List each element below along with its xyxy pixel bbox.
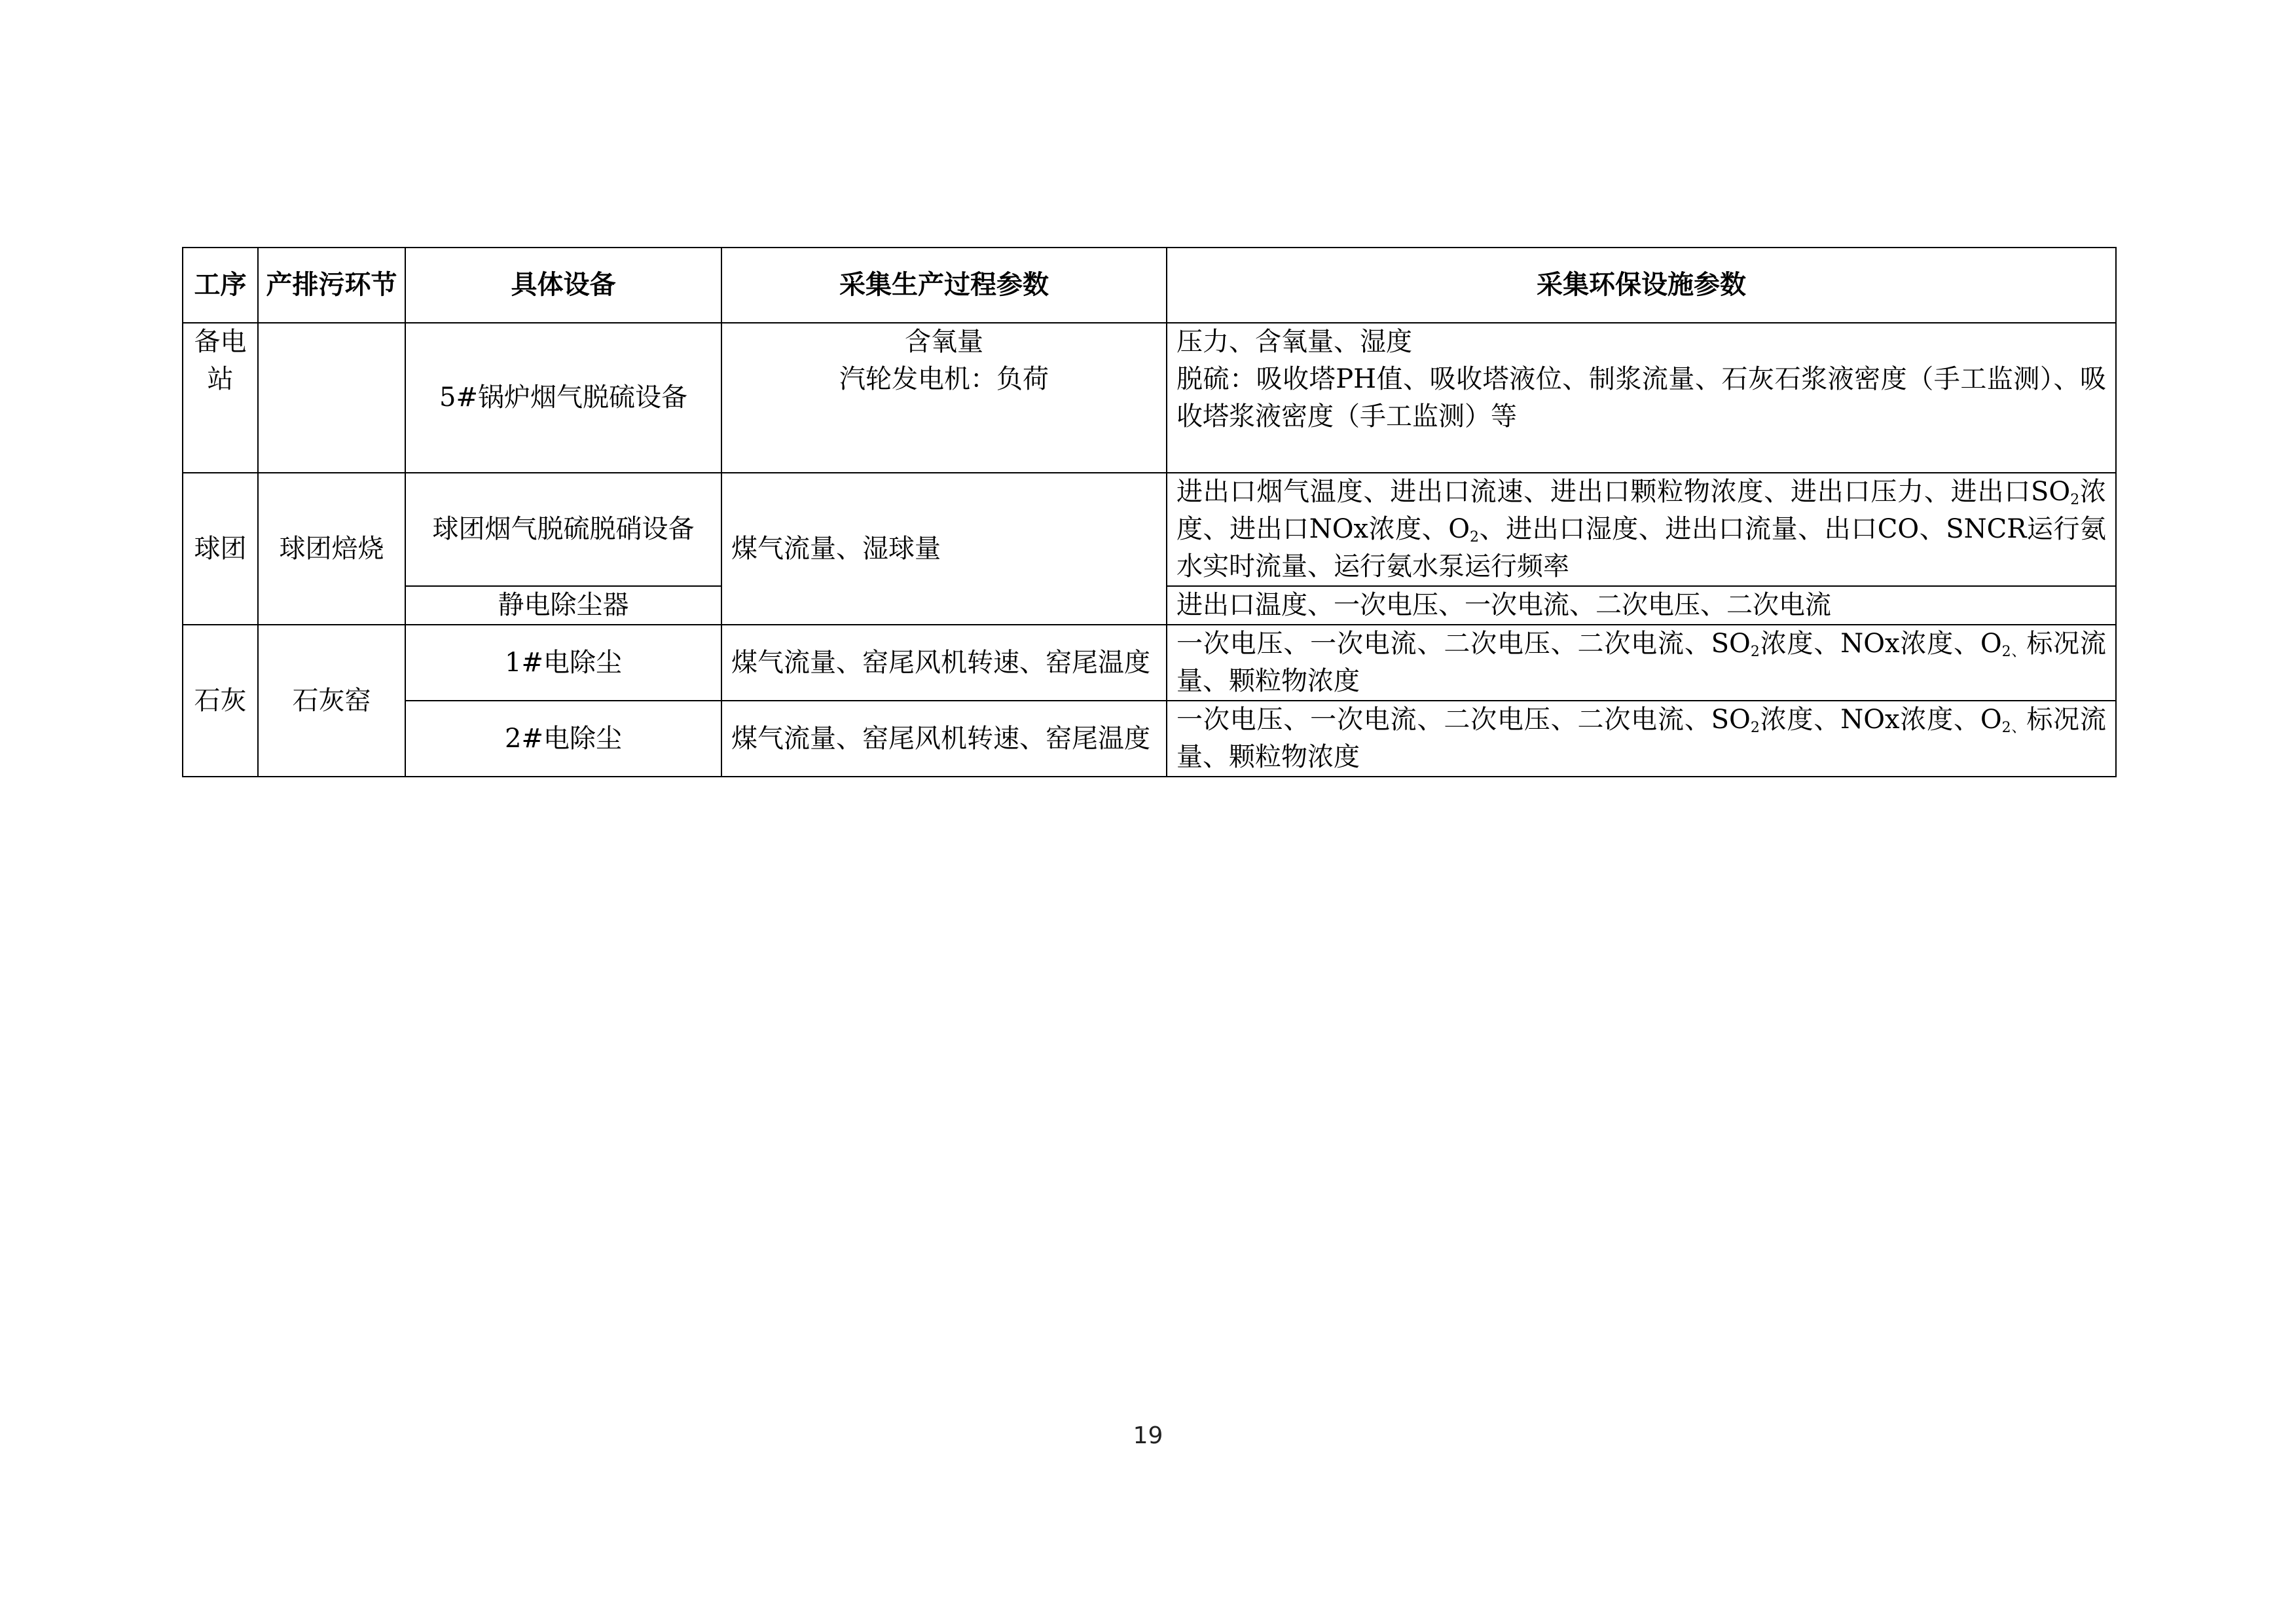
env-text: 一次电压、一次电流、二次电压、二次电流、SO <box>1176 629 1751 659</box>
cell-equipment: 5#锅炉烟气脱硫设备 <box>405 323 721 473</box>
table-row <box>183 473 2116 586</box>
env-text: 浓度、进出口NOx浓度、O <box>1176 477 2107 544</box>
env-line: 脱硫：吸收塔PH值、吸收塔液位、制浆流量、石灰石浆液密度（手工监测）、吸收塔浆液密度（手工监测）等 <box>1176 364 2106 432</box>
env-text: 标况流量、颗粒物浓度 <box>1176 629 2107 696</box>
cell-pollution-link <box>258 323 405 473</box>
table-row <box>183 701 2116 777</box>
table-row <box>183 323 2116 473</box>
cell-pollution-link: 球团焙烧 <box>258 473 405 625</box>
header-pollution-link: 产排污环节 <box>258 248 405 323</box>
subscript: 2 <box>2070 492 2080 508</box>
subscript: 2 <box>1750 644 1760 660</box>
page-number: 19 <box>1133 1422 1163 1449</box>
env-text: 浓度、NOx浓度、O <box>1759 705 2002 735</box>
cell-pollution-link: 石灰窑 <box>258 625 405 777</box>
header-equipment: 具体设备 <box>405 248 721 323</box>
cell-production-params: 煤气流量、湿球量 <box>721 473 1167 625</box>
header-process: 工序 <box>183 248 258 323</box>
header-env-params: 采集环保设施参数 <box>1167 248 2116 323</box>
cell-env-params <box>1167 625 2116 701</box>
env-text: 一次电压、一次电流、二次电压、二次电流、SO <box>1176 705 1751 735</box>
table-row <box>183 625 2116 701</box>
subscript: 2 <box>1750 720 1760 736</box>
cell-production-params: 煤气流量、窑尾风机转速、窑尾温度 <box>721 701 1167 777</box>
parameter-table <box>182 247 2117 777</box>
production-line: 含氧量 <box>905 327 983 357</box>
env-text: 浓度、NOx浓度、O <box>1759 629 2002 659</box>
cell-equipment: 1#电除尘 <box>405 625 721 701</box>
env-text: 标况流量、颗粒物浓度 <box>1176 705 2107 772</box>
env-text: 进出口烟气温度、进出口流速、进出口颗粒物浓度、进出口压力、进出口SO <box>1176 477 2071 507</box>
env-text: 、进出口湿度、进出口流量、出口CO、SNCR运行氨水实时流量、运行氨水泵运行频率 <box>1176 514 2106 581</box>
cell-process: 备电站 <box>183 323 258 473</box>
header-production-params: 采集生产过程参数 <box>721 248 1167 323</box>
subscript: 2、 <box>2001 644 2027 660</box>
production-line: 汽轮发电机：负荷 <box>839 364 1049 394</box>
cell-env-params <box>1167 323 2116 473</box>
cell-env-params <box>1167 701 2116 777</box>
cell-production-params <box>721 323 1167 473</box>
cell-process: 石灰 <box>183 625 258 777</box>
cell-env-params <box>1167 473 2116 586</box>
cell-equipment: 2#电除尘 <box>405 701 721 777</box>
cell-equipment: 静电除尘器 <box>405 586 721 625</box>
cell-equipment: 球团烟气脱硫脱硝设备 <box>405 473 721 586</box>
cell-process: 球团 <box>183 473 258 625</box>
subscript: 2 <box>1470 529 1480 545</box>
cell-production-params: 煤气流量、窑尾风机转速、窑尾温度 <box>721 625 1167 701</box>
table-header-row <box>183 248 2116 323</box>
env-line: 压力、含氧量、湿度 <box>1176 327 1412 357</box>
cell-env-params: 进出口温度、一次电压、一次电流、二次电压、二次电流 <box>1167 586 2116 625</box>
subscript: 2、 <box>2001 720 2027 736</box>
